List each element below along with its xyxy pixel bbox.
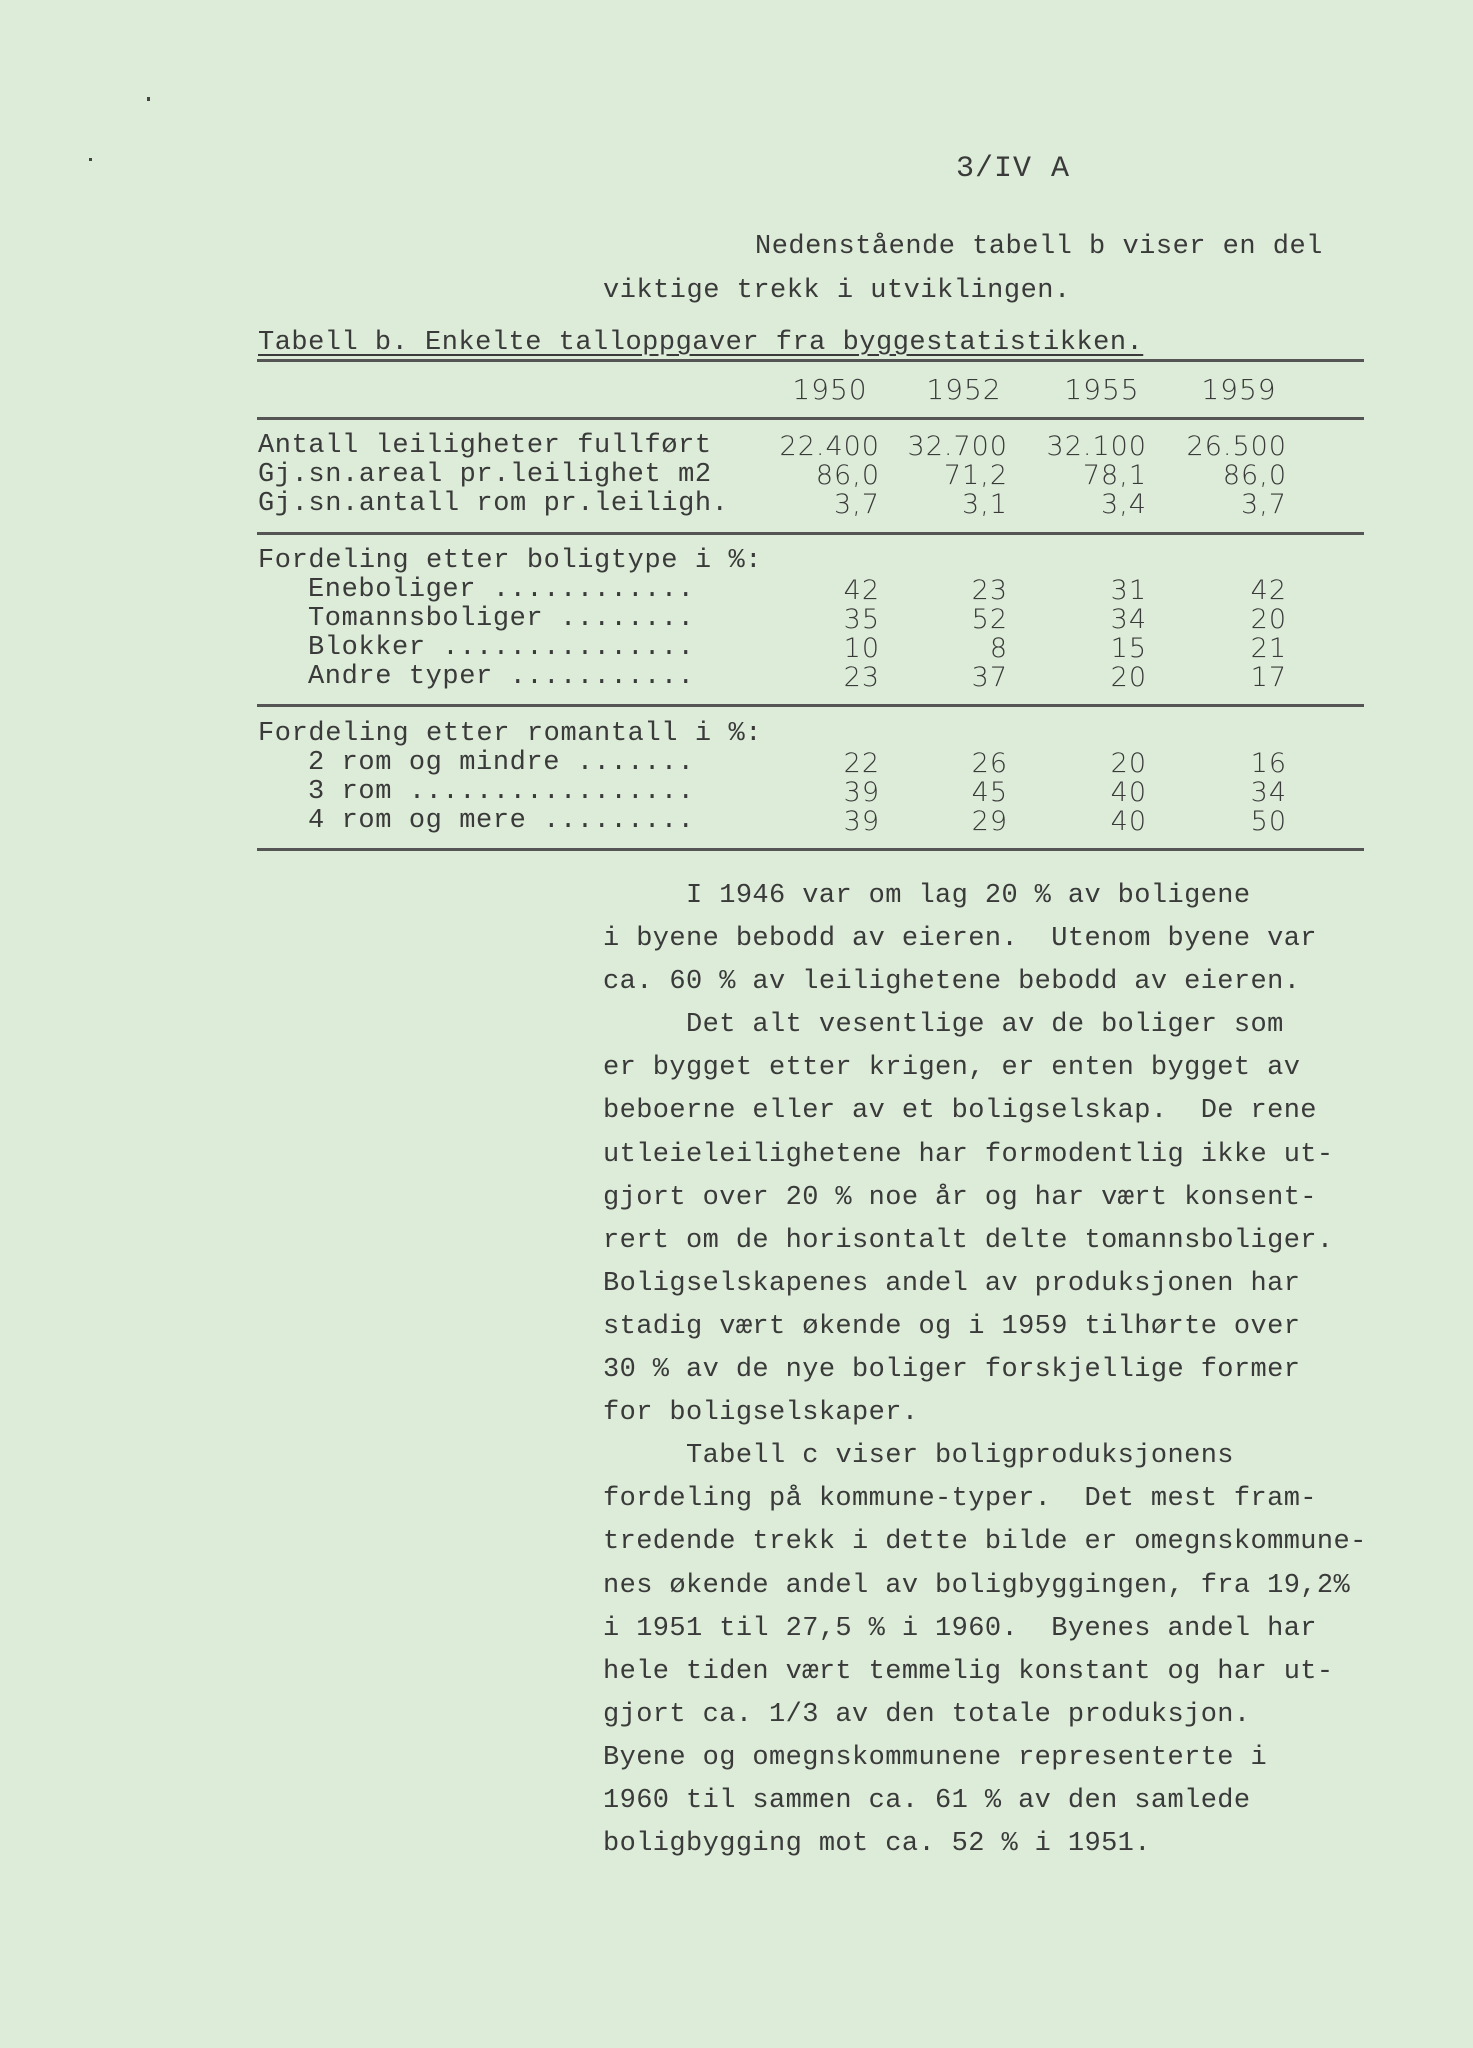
table-cell: 10 — [843, 633, 880, 664]
table-caption: Tabell b. Enkelte talloppgaver fra byggestatistikken. — [258, 328, 1144, 358]
table-row — [0, 489, 1473, 518]
table-row — [0, 604, 1473, 633]
table-cell: 3,7 — [1241, 489, 1287, 520]
row-label: 3 rom ................. — [308, 777, 695, 807]
table-row — [0, 633, 1473, 662]
table-cell: 32.700 — [907, 431, 1008, 462]
table-cell: 23 — [843, 662, 880, 693]
table-cell: 37 — [971, 662, 1008, 693]
table-row — [0, 748, 1473, 777]
row-label: Gj.sn.antall rom pr.leiligh. — [258, 489, 729, 519]
section-heading: Fordeling etter romantall i %: — [258, 719, 763, 749]
table-row — [0, 431, 1473, 460]
row-label: Andre typer ........... — [308, 662, 695, 692]
table-top-rule — [257, 359, 1364, 362]
body-line: hele tiden vært temmelig konstant og har ut- — [603, 1656, 1334, 1687]
year-header: 1955 — [1064, 373, 1140, 406]
body-line: boligbygging mot ca. 52 % i 1951. — [603, 1829, 1151, 1860]
row-label: Tomannsboliger ........ — [308, 604, 695, 634]
year-header: 1959 — [1201, 373, 1277, 406]
body-line: gjort ca. 1/3 av den totale produksjon. — [603, 1699, 1251, 1730]
table-cell: 71,2 — [943, 460, 1008, 491]
row-label: Eneboliger ............ — [308, 575, 695, 605]
table-row — [0, 575, 1473, 604]
page-number: 3/IV A — [956, 152, 1071, 186]
table-cell: 78,1 — [1082, 460, 1147, 491]
table-cell: 42 — [843, 575, 880, 606]
intro-line: Nedenstående tabell b viser en del — [755, 232, 1323, 262]
ink-speck — [147, 97, 150, 101]
header-rule — [257, 417, 1364, 420]
table-cell: 45 — [971, 777, 1008, 808]
body-line: gjort over 20 % noe år og har vært konsent- — [603, 1182, 1317, 1213]
row-label: 2 rom og mindre ....... — [308, 748, 695, 778]
body-line: fordeling på kommune-typer. Det mest fram- — [603, 1484, 1317, 1515]
body-line: i 1951 til 27,5 % i 1960. Byenes andel har — [603, 1613, 1317, 1644]
table-row — [0, 662, 1473, 691]
table-cell: 29 — [971, 806, 1008, 837]
body-line: Boligselskapenes andel av produksjonen har — [603, 1268, 1301, 1299]
body-line: i byene bebodd av eieren. Utenom byene var — [603, 924, 1317, 955]
body-line: stadig vært økende og i 1959 tilhørte over — [603, 1311, 1301, 1342]
table-cell: 86,0 — [1222, 460, 1287, 491]
ink-speck — [89, 158, 92, 161]
body-line: beboerne eller av et boligselskap. De rene — [603, 1096, 1317, 1127]
table-cell: 40 — [1110, 806, 1147, 837]
body-line: Det alt vesentlige av de boliger som — [603, 1010, 1284, 1041]
table-cell: 50 — [1250, 806, 1287, 837]
body-line: ca. 60 % av leilighetene bebodd av eieren. — [603, 967, 1301, 998]
table-row — [0, 777, 1473, 806]
intro-paragraph — [603, 225, 1363, 313]
body-line: nes økende andel av boligbyggingen, fra 19,2% — [603, 1570, 1351, 1601]
section-heading: Fordeling etter boligtype i %: — [258, 546, 763, 576]
body-line: 1960 til sammen ca. 61 % av den samlede — [603, 1785, 1251, 1816]
table-cell: 17 — [1250, 662, 1287, 693]
body-line: rert om de horisontalt delte tomannsboliger. — [603, 1225, 1334, 1256]
body-line: tredende trekk i dette bilde er omegnskommune- — [603, 1527, 1367, 1558]
row-label: Blokker ............... — [308, 633, 695, 663]
table-cell: 26 — [971, 748, 1008, 779]
table-cell: 35 — [843, 604, 880, 635]
table-cell: 15 — [1110, 633, 1147, 664]
table-cell: 31 — [1110, 575, 1147, 606]
body-line: Byene og omegnskommunene representerte i — [603, 1742, 1268, 1773]
table-cell: 26.500 — [1186, 431, 1287, 462]
table-cell: 8 — [989, 633, 1008, 664]
table-cell: 34 — [1250, 777, 1287, 808]
body-paragraphs — [603, 875, 1393, 1866]
table-cell: 40 — [1110, 777, 1147, 808]
table-cell: 20 — [1110, 662, 1147, 693]
table-cell: 16 — [1250, 748, 1287, 779]
table-cell: 32.100 — [1046, 431, 1147, 462]
body-line: utleieleilighetene har formodentlig ikke ut- — [603, 1139, 1334, 1170]
table-cell: 52 — [971, 604, 1008, 635]
table-cell: 3,4 — [1101, 489, 1147, 520]
table-cell: 3,7 — [834, 489, 880, 520]
table-cell: 34 — [1110, 604, 1147, 635]
row-label: Antall leiligheter fullført — [258, 431, 712, 461]
table-bottom-rule — [257, 848, 1364, 851]
table-cell: 21 — [1250, 633, 1287, 664]
body-line: Tabell c viser boligproduksjonens — [603, 1441, 1234, 1472]
table-cell: 86,0 — [815, 460, 880, 491]
section-rule — [257, 704, 1364, 707]
body-line: I 1946 var om lag 20 % av boligene — [603, 881, 1251, 911]
table-cell: 23 — [971, 575, 1008, 606]
table-cell: 39 — [843, 777, 880, 808]
table-cell: 20 — [1250, 604, 1287, 635]
table-cell: 42 — [1250, 575, 1287, 606]
table-cell: 20 — [1110, 748, 1147, 779]
table-cell: 22 — [843, 748, 880, 779]
table-cell: 3,1 — [962, 489, 1008, 520]
table-row — [0, 806, 1473, 835]
section-rule — [257, 532, 1364, 535]
year-header: 1952 — [926, 373, 1002, 406]
body-line: er bygget etter krigen, er enten bygget av — [603, 1053, 1301, 1084]
row-label: 4 rom og mere ......... — [308, 806, 695, 836]
intro-line: viktige trekk i utviklingen. — [603, 276, 1071, 306]
year-header-row — [0, 373, 1473, 413]
row-label: Gj.sn.areal pr.leilighet m2 — [258, 460, 712, 490]
year-header: 1950 — [792, 373, 868, 406]
table-cell: 39 — [843, 806, 880, 837]
table-row — [0, 460, 1473, 489]
body-line: for boligselskaper. — [603, 1398, 919, 1429]
body-line: 30 % av de nye boliger forskjellige former — [603, 1355, 1301, 1386]
table-cell: 22.400 — [779, 431, 880, 462]
